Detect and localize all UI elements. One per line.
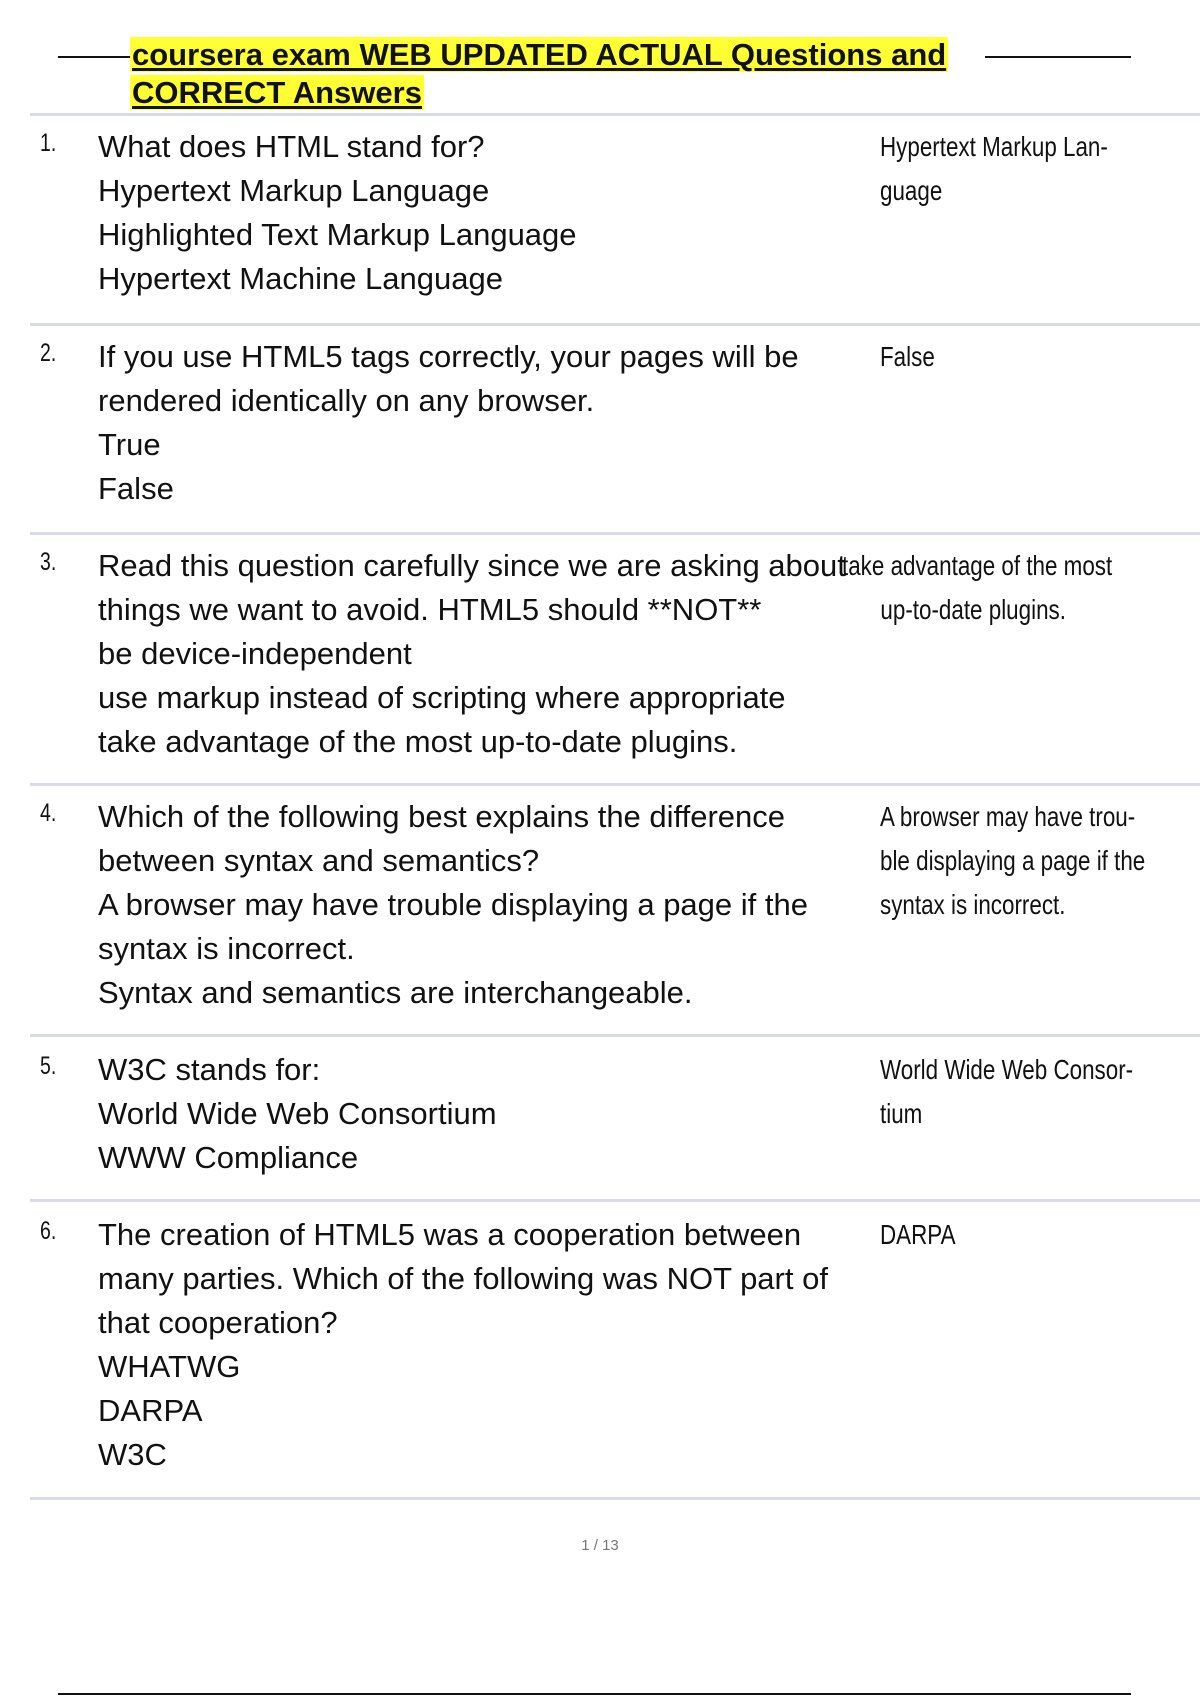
answer-line: ble displaying a page if the bbox=[880, 845, 1146, 876]
question-line: True bbox=[98, 427, 161, 462]
question-number: 6. bbox=[40, 1217, 57, 1245]
answer-text bbox=[880, 125, 1192, 213]
answer-text bbox=[880, 335, 1192, 379]
question-line: DARPA bbox=[98, 1393, 203, 1428]
question-line: Hypertext Markup Language bbox=[98, 173, 490, 208]
question-line: What does HTML stand for? bbox=[98, 129, 485, 164]
question-line: W3C stands for: bbox=[98, 1052, 321, 1087]
question-number: 5. bbox=[40, 1052, 57, 1080]
question-number: 4. bbox=[40, 799, 57, 827]
question-line: that cooperation? bbox=[98, 1305, 338, 1340]
divider bbox=[30, 323, 1200, 326]
divider bbox=[30, 113, 1200, 116]
question-line: use markup instead of scripting where appropriate bbox=[98, 680, 786, 715]
question-line: take advantage of the most up-to-date plugins. bbox=[98, 724, 738, 759]
question-line: between syntax and semantics? bbox=[98, 843, 540, 878]
question-text bbox=[98, 335, 938, 511]
question-line: Which of the following best explains the difference bbox=[98, 799, 785, 834]
footer-rule bbox=[58, 1693, 1131, 1695]
document-title bbox=[130, 36, 990, 112]
question-number: 1. bbox=[40, 129, 57, 157]
answer-text bbox=[880, 1048, 1192, 1136]
answer-text bbox=[880, 1213, 1192, 1257]
question-line: If you use HTML5 tags correctly, your pages will be bbox=[98, 339, 799, 374]
answer-text bbox=[880, 795, 1192, 927]
question-line: be device-independent bbox=[98, 636, 412, 671]
answer-text bbox=[842, 544, 1154, 632]
header-rule-right bbox=[985, 56, 1131, 58]
question-text bbox=[98, 795, 938, 1015]
answer-line: up-to-date plugins. bbox=[880, 594, 1066, 625]
question-line: many parties. Which of the following was NOT part of bbox=[98, 1261, 828, 1296]
question-text bbox=[98, 1048, 938, 1180]
answer-line: tium bbox=[880, 1098, 923, 1129]
question-line: The creation of HTML5 was a cooperation between bbox=[98, 1217, 802, 1252]
answer-line: DARPA bbox=[880, 1219, 956, 1250]
question-line: things we want to avoid. HTML5 should **NOT** bbox=[98, 592, 762, 627]
question-line: Read this question carefully since we are asking about bbox=[98, 548, 846, 583]
question-line: Hypertext Machine Language bbox=[98, 261, 503, 296]
document-title-line1: coursera exam WEB UPDATED ACTUAL Questions and bbox=[132, 37, 947, 72]
page-number: 1 / 13 bbox=[581, 1537, 619, 1554]
divider bbox=[30, 1199, 1200, 1202]
divider bbox=[30, 783, 1200, 786]
document-header bbox=[0, 0, 1200, 115]
answer-line: Hypertext Markup Lan- bbox=[880, 131, 1108, 162]
question-number: 3. bbox=[40, 548, 57, 576]
question-line: A browser may have trouble displaying a page if the bbox=[98, 887, 808, 922]
document-title-line2: CORRECT Answers bbox=[132, 75, 422, 110]
question-line: WWW Compliance bbox=[98, 1140, 359, 1175]
question-text bbox=[98, 1213, 938, 1477]
answer-line: guage bbox=[880, 175, 943, 206]
question-line: syntax is incorrect. bbox=[98, 931, 355, 966]
divider bbox=[30, 532, 1200, 535]
header-rule-left bbox=[58, 56, 130, 58]
question-text bbox=[98, 125, 938, 301]
question-line: W3C bbox=[98, 1437, 167, 1472]
question-line: Syntax and semantics are interchangeable. bbox=[98, 975, 693, 1010]
question-line: Highlighted Text Markup Language bbox=[98, 217, 577, 252]
question-line: False bbox=[98, 471, 174, 506]
question-line: rendered identically on any browser. bbox=[98, 383, 595, 418]
question-line: WHATWG bbox=[98, 1349, 241, 1384]
question-text bbox=[98, 544, 938, 764]
answer-line: False bbox=[880, 341, 935, 372]
answer-line: World Wide Web Consor- bbox=[880, 1054, 1134, 1085]
answer-line: take advantage of the most bbox=[842, 550, 1113, 581]
question-line: World Wide Web Consortium bbox=[98, 1096, 497, 1131]
question-number: 2. bbox=[40, 339, 57, 367]
answer-line: syntax is incorrect. bbox=[880, 889, 1066, 920]
divider bbox=[30, 1497, 1200, 1500]
answer-line: A browser may have trou- bbox=[880, 801, 1136, 832]
divider bbox=[30, 1034, 1200, 1037]
